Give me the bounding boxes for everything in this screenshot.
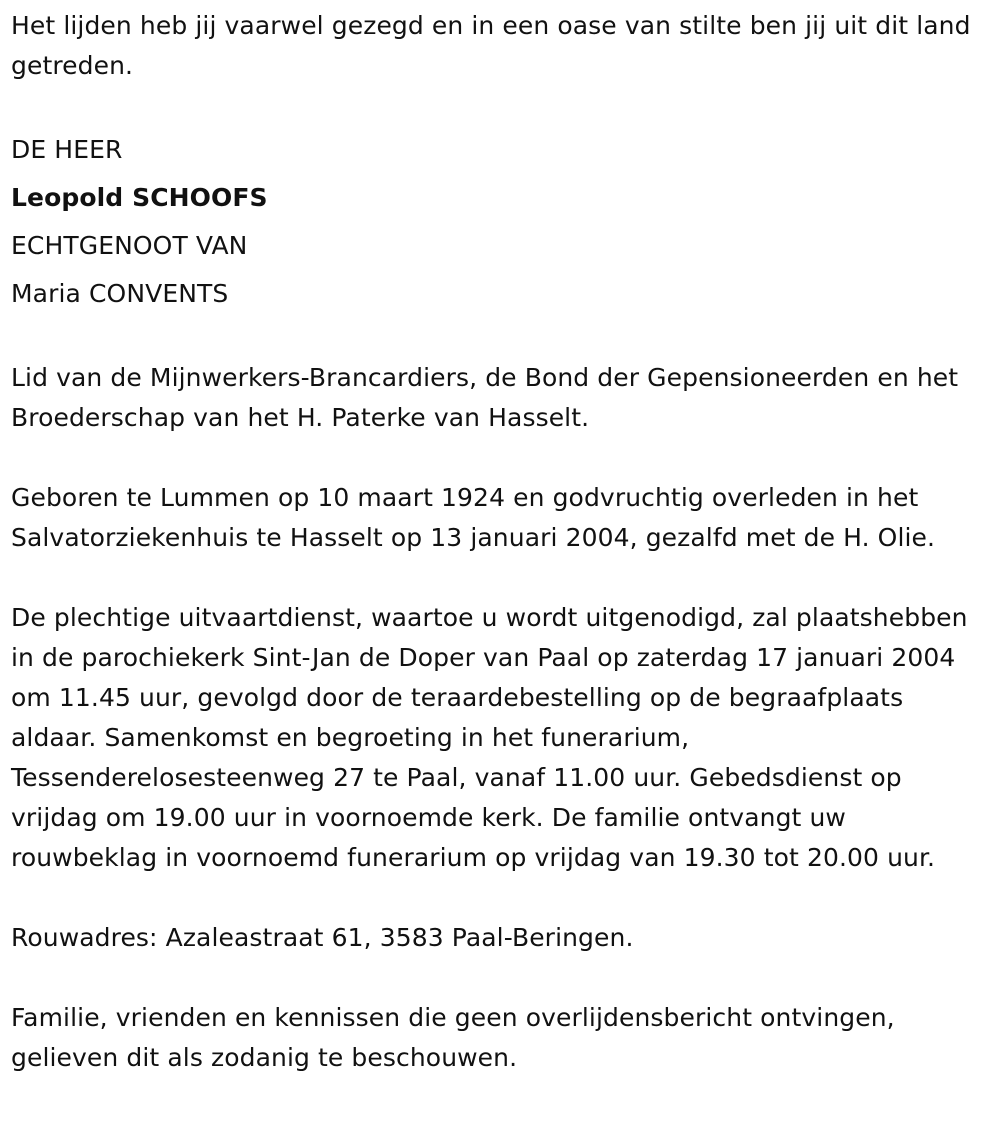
birth-death-paragraph: Geboren te Lummen op 10 maart 1924 en godvruchtig overleden in het Salvatorziekenhuis te Hasselt op 13 januari 2004, gezalfd met de H. Olie. xyxy=(11,483,936,552)
deceased-name: Leopold SCHOOFS xyxy=(11,183,268,212)
spacer xyxy=(11,558,986,598)
spacer xyxy=(11,318,986,358)
closing-paragraph: Familie, vrienden en kennissen die geen overlijdensbericht ontvingen, gelieven dit als zodanig te beschouwen. xyxy=(11,1003,895,1072)
spacer xyxy=(11,878,986,918)
spouse-label: ECHTGENOOT VAN xyxy=(11,231,248,260)
spacer xyxy=(11,958,986,998)
obituary-document xyxy=(11,6,986,1078)
spacer xyxy=(11,438,986,478)
title-line: DE HEER xyxy=(11,135,123,164)
spacer xyxy=(11,86,986,126)
funeral-paragraph: De plechtige uitvaartdienst, waartoe u wordt uitgenodigd, zal plaatshebben in de parochiekerk Sint-Jan de Doper van Paal op zaterdag 17 januari 2004 om 11.45 uur, gevolgd door de teraardebestelling op de begraafplaats aldaar. Samenkomst en begroeting in het funerarium, Tessenderelosesteenweg 27 te Paal, vanaf 11.00 uur. Gebedsdienst op vrijdag om 19.00 uur in voornoemde kerk. De familie ontvangt uw rouwbeklag in voornoemd funerarium op vrijdag van 19.30 tot 20.00 uur. xyxy=(11,603,968,872)
intro-paragraph: Het lijden heb jij vaarwel gezegd en in een oase van stilte ben jij uit dit land getreden. xyxy=(11,11,971,80)
spouse-name: Maria CONVENTS xyxy=(11,279,229,308)
memberships-paragraph: Lid van de Mijnwerkers-Brancardiers, de Bond der Gepensioneerden en het Broederschap van het H. Paterke van Hasselt. xyxy=(11,363,959,432)
address-paragraph: Rouwadres: Azaleastraat 61, 3583 Paal-Beringen. xyxy=(11,923,634,952)
